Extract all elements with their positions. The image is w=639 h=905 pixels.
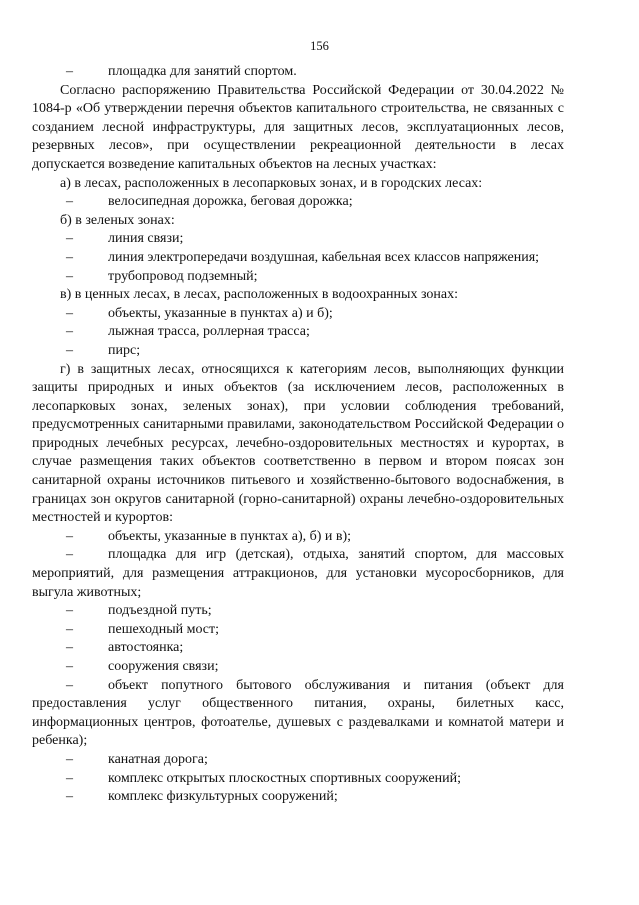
paragraph [32,286,564,305]
dash-bullet: – [66,324,73,340]
document-body [32,63,564,807]
list-item [32,621,564,640]
list-item-text: пешеходный мост; [108,621,220,637]
list-item-text: пирс; [108,342,141,358]
list-item-text: сооружения связи; [108,659,219,674]
paragraph [32,212,564,231]
list-item-text: автостоянка; [108,640,184,656]
list-item-text: линия связи; [108,231,184,247]
dash-bullet: – [66,64,73,79]
paragraph [32,82,564,175]
paragraph-text: в) в ценных лесах, в лесах, расположенных в водоохранных зонах: [60,287,458,303]
dash-bullet: – [66,621,73,637]
dash-bullet: – [66,547,73,563]
list-item-text: объекты, указанные в пунктах а), б) и в); [108,528,352,544]
dash-bullet: – [66,342,73,358]
list-item [32,677,564,751]
list-item [32,751,564,770]
list-item [32,305,564,324]
dash-bullet: – [66,305,73,321]
dash-bullet: – [66,659,73,674]
list-item-text: канатная дорога; [108,751,208,767]
list-item-text: подъездной путь; [108,603,212,619]
list-item-text: велосипедная дорожка, беговая дорожка; [108,194,353,210]
dash-bullet: – [66,789,73,805]
paragraph-text: а) в лесах, расположенных в лесопарковых зонах, и в городских лесах: [60,175,483,191]
list-item [32,546,564,602]
list-item [32,323,564,342]
list-item [32,602,564,621]
dash-bullet: – [66,231,73,247]
dash-bullet: – [66,640,73,656]
paragraph-text: Согласно распоряжению Правительства Российской Федерации от 30.04.2022 № 1084-р «Об утверждении перечня объектов капитального строительства, не связанных с созданием лесной инфраструктуры, для защитных лесов, эксплуатационных лесов, резервных лесов», при осуществлении рекреационной деятельности в лесах допускается возведение капитальных объектов на лесных участках: [32,82,564,172]
page-number: 156 [310,39,329,53]
dash-bullet: – [66,528,73,544]
list-item-text: линия электропередачи воздушная, кабельная всех классов напряжения; [108,249,540,265]
dash-bullet: – [66,249,73,265]
list-item [32,788,564,807]
list-item [32,230,564,249]
list-item [32,770,564,789]
list-item-text: объекты, указанные в пунктах а) и б); [108,305,333,321]
paragraph-text: б) в зеленых зонах: [60,212,175,228]
list-item-text: площадка для игр (детская), отдыха, занятий спортом, для массовых мероприятий, для размещения аттракционов, для установки мусоросборников, для выгула животных; [32,547,564,600]
list-item [32,268,564,287]
list-item-text: трубопровод подземный; [108,268,258,284]
list-item [32,63,564,82]
list-item [32,639,564,658]
dash-bullet: – [66,770,73,786]
list-item [32,249,564,268]
dash-bullet: – [66,603,73,619]
list-item-text: комплекс открытых плоскостных спортивных сооружений; [108,770,461,786]
paragraph-text: г) в защитных лесах, относящихся к категориям лесов, выполняющих функции защиты природных и иных объектов (за исключением лесов, расположенных в лесопарковых зонах, зеленых зонах), при условии соблюдения требований, предусмотренных санитарными правилами, законодательством Российской Федерации о природных лечебных ресурсах, лечебно-оздоровительных местностях и курортах, в случае размещения таких объектов соответственно в первом и втором поясах зон санитарной охраны источников питьевого и хозяйственно-бытового водоснабжения, в границах зон округов санитарной (горно-санитарной) охраны лечебно-оздоровительных местностей и курортов: [32,361,564,526]
dash-bullet: – [66,751,73,767]
paragraph [32,361,564,528]
list-item-text: площадка для занятий спортом. [108,64,297,79]
list-item-text: комплекс физкультурных сооружений; [108,789,338,805]
list-item [32,342,564,361]
dash-bullet: – [66,677,73,693]
paragraph [32,175,564,194]
list-item-text: объект попутного бытового обслуживания и питания (объект для предоставления услуг общественного питания, охраны, билетных касс, информационных центров, фотоателье, душевых с раздевалками и комнатой матери и ребенка); [32,677,564,749]
dash-bullet: – [66,194,73,210]
list-item [32,193,564,212]
list-item-text: лыжная трасса, роллерная трасса; [108,324,310,340]
list-item [32,658,564,677]
list-item [32,528,564,547]
dash-bullet: – [66,268,73,284]
